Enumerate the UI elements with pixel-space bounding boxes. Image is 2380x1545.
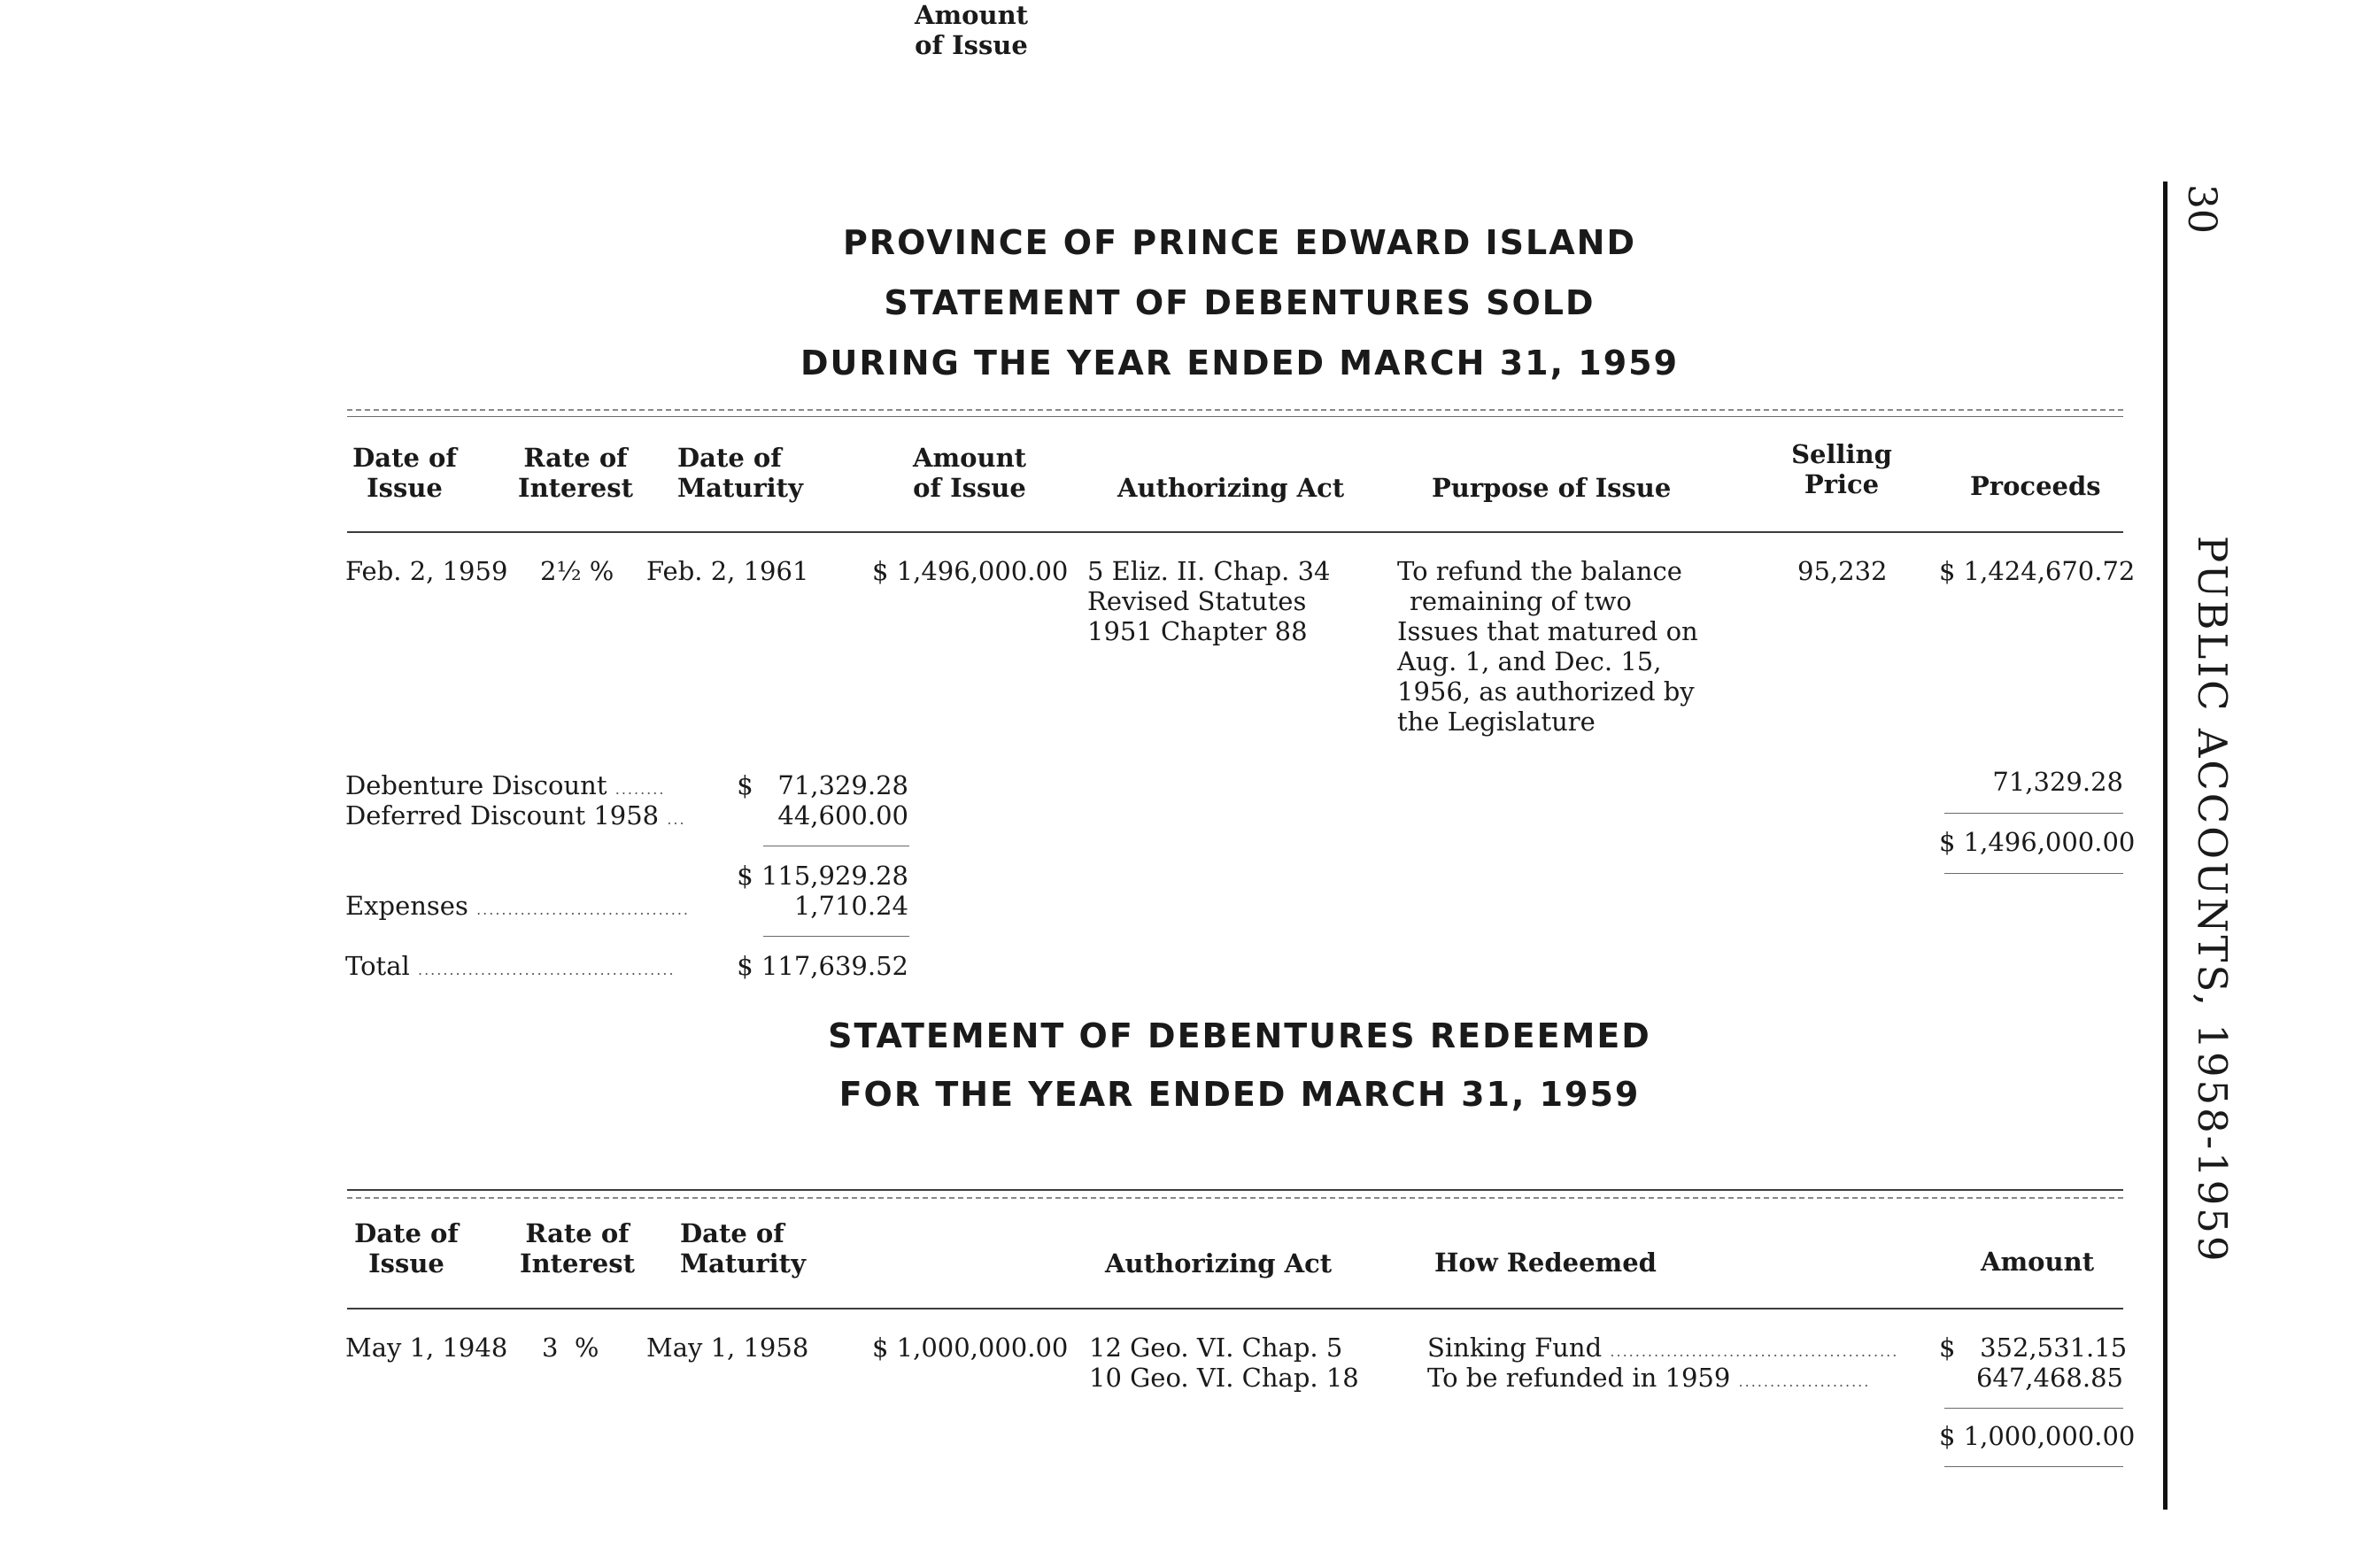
top-rule-redeemed [347,1189,2123,1191]
hdr-r-date-issue: Date of Issue [354,1218,459,1278]
sold-maturity: Feb. 2, 1961 [646,556,809,586]
hdr-date-issue: Date of Issue [352,443,457,503]
r-total-rule-1 [1944,1408,2123,1409]
sold-act: 5 Eliz. II. Chap. 34 Revised Statutes 1951 Chapter 88 [1087,556,1331,646]
hdr-purpose: Purpose of Issue [1432,473,1672,503]
proceeds-rule-2 [1944,873,2123,874]
r-amount-2: 647,468.85 [1975,1363,2123,1393]
r-maturity: May 1, 1958 [646,1333,809,1363]
title-province: PROVINCE OF PRINCE EDWARD ISLAND [842,223,1637,262]
hdr-r-maturity: Date of Maturity [680,1218,806,1278]
hdr-act: Authorizing Act [1117,473,1345,503]
header-rule-sold [347,531,2123,533]
hdr-r-amount-col: Amount [1981,1247,2095,1277]
subtotal-value: $ 115,929.28 [737,861,908,891]
header-rule-redeemed [347,1308,2123,1309]
title-statement-sold: STATEMENT OF DEBENTURES SOLD [884,283,1596,322]
r-act: 12 Geo. VI. Chap. 5 10 Geo. VI. Chap. 18 [1089,1333,1359,1393]
expenses-value: 1,710.24 [793,891,908,921]
title-statement-redeemed: STATEMENT OF DEBENTURES REDEEMED [828,1016,1651,1055]
hdr-r-rate: Rate of Interest [520,1218,635,1278]
r-total: $ 1,000,000.00 [1939,1421,2136,1451]
r-amount-1: $ 352,531.15 [1939,1333,2128,1363]
proceeds-total: $ 1,496,000.00 [1939,827,2136,857]
running-head: PUBLIC ACCOUNTS, 1958-1959 [2189,536,2236,1264]
r-how-2: To be refunded in 1959 ..................... [1427,1363,1871,1393]
hdr-rate: Rate of Interest [518,443,633,503]
hdr-maturity: Date of Maturity [677,443,803,503]
top-rule-sold-2 [347,416,2123,417]
sold-amount: $ 1,496,000.00 [872,556,1069,586]
top-rule-redeemed-2 [347,1197,2123,1199]
sold-proceeds: $ 1,424,670.72 [1939,556,2136,586]
deferred-discount-value: 44,600.00 [777,800,908,830]
expenses-label: Expenses .................................. [345,891,690,921]
debenture-discount-label: Debenture Discount ........ [345,770,666,800]
hdr-price: Selling Price [1791,439,1892,499]
title-year-redeemed: FOR THE YEAR ENDED MARCH 31, 1959 [838,1075,1641,1114]
proceeds-discount: 71,329.28 [1992,767,2123,797]
sold-purpose: To refund the balance remaining of two Issues that matured on Aug. 1, and Dec. 15, 1956, as authorized by the Legislature [1397,556,1698,737]
top-rule-sold [347,409,2123,411]
sold-price: 95,232 [1797,556,1888,586]
proceeds-rule-1 [1944,813,2123,814]
hdr-r-amount: Amount of Issue [914,0,1029,60]
sold-date-issue: Feb. 2, 1959 [345,556,508,586]
total-value: $ 117,639.52 [737,951,908,981]
hdr-r-act: Authorizing Act [1105,1248,1333,1278]
sold-rate: 2½ % [540,556,614,586]
r-how-1: Sinking Fund .............................................. [1427,1333,1899,1363]
r-amount: $ 1,000,000.00 [872,1333,1069,1363]
deferred-discount-label: Deferred Discount 1958 ... [345,800,686,830]
hdr-proceeds: Proceeds [1970,471,2101,501]
debenture-discount-value: $ 71,329.28 [737,770,908,800]
page-number: 30 [2179,184,2224,234]
r-date-issue: May 1, 1948 [345,1333,508,1363]
r-rate: 3 % [542,1333,599,1363]
hdr-r-how: How Redeemed [1434,1248,1657,1278]
r-total-rule-2 [1944,1466,2123,1467]
total-label: Total ......................................... [345,951,676,981]
title-year-sold: DURING THE YEAR ENDED MARCH 31, 1959 [800,344,1680,382]
total-rule [763,936,909,937]
hdr-amount: Amount of Issue [912,443,1027,503]
